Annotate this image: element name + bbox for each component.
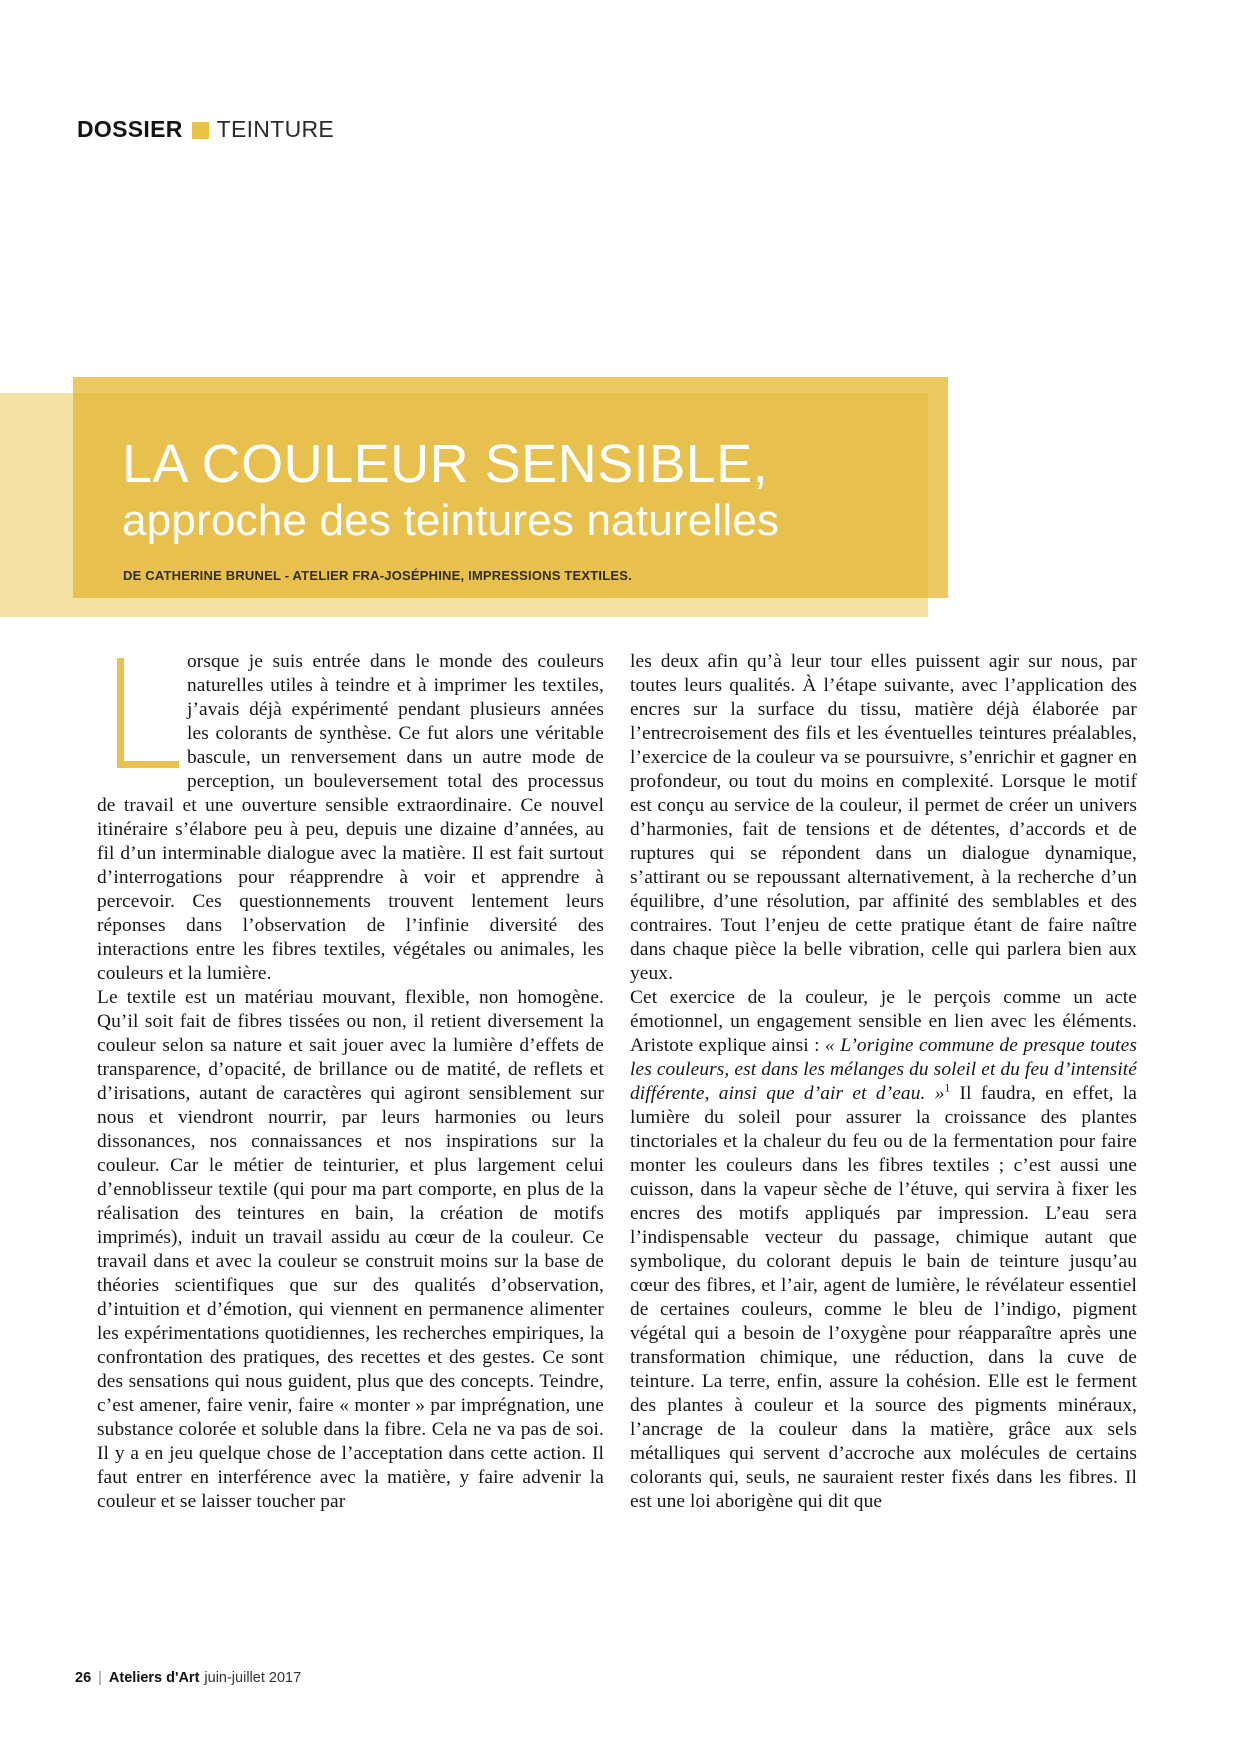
page-number: 26 (75, 1670, 92, 1686)
kicker-section-label: DOSSIER (77, 116, 183, 142)
footer-separator: | (98, 1670, 102, 1686)
kicker (77, 116, 334, 143)
issue-date: juin-juillet 2017 (204, 1670, 302, 1686)
article-byline: DE CATHERINE BRUNEL - ATELIER FRA-JOSÉPHINE, IMPRESSIONS TEXTILES. (123, 568, 632, 583)
paragraph-3: Cet exercice de la couleur, je le perçois comme un acte émotionnel, un engagement sensible en lien avec les éléments. Aristote explique ainsi : « L’origine commune de presque toutes les couleurs, est dans les mélanges du soleil et du feu d’intensité différente, ainsi que d’air et d’eau. »$^1$ Il faudra, en effet, la lumière du soleil pour assurer la croissance des plantes tinctoriales et la chaleur du feu ou de la fermentation pour faire monter les couleurs dans les fibres textiles ; c’est aussi une cuisson, dans la vapeur sèche de l’étuve, qui servira à fixer les encres des motifs appliqués par impression. L’eau sera l’indispensable vecteur du passage, chimique autant que symbolique, du colorant depuis le bain de teinture jusqu’au cœur des fibres, et l’air, agent de lumière, le révélateur essentiel de certaines couleurs, comme le bleu de l’indigo, pigment végétal qui a besoin de l’oxygène pour réapparaître après une transformation chimique, une réduction, dans la cuve de teinture. La terre, enfin, assure la cohésion. Elle est le ferment des plantes à couleur et la source des pigments minéraux, l’ancrage de la couleur dans la matière, grâce aux sels métalliques qui servent d’accroche aux molécules de certains colorants qui, seuls, ne sauraient rester fixés dans les fibres. Il est une loi aborigène qui dit que (630, 987, 1137, 1512)
magazine-name: Ateliers d'Art (108, 1670, 200, 1686)
paragraph-1: orsque je suis entrée dans le monde des couleurs naturelles utiles à teindre et à imprimer les textiles, j’avais déjà expérimenté pendant plusieurs années les colorants de synthèse. Ce fut alors une véritable bascule, un renversement dans un autre mode de perception, un bouleversement total des processus de travail et une ouverture sensible extraordinaire. Ce nouvel itinéraire s’élabore peu à peu, depuis une dizaine d’années, au fil d’un interminable dialogue avec la matière. Il est fait surtout d’interrogations pour réapprendre à voir et apprendre à percevoir. Ces questionnements trouvent lentement leurs réponses dans l’observation de l’infinie diversité des interactions entre les fibres textiles, végétales ou animales, les couleurs et la lumière. (97, 651, 604, 984)
article-title-line2: approche des teintures naturelles (122, 496, 780, 545)
body-column-right (630, 650, 1137, 1642)
kicker-topic-label: TEINTURE (216, 116, 335, 142)
paragraph-2: Le textile est un matériau mouvant, flexible, non homogène. Qu’il soit fait de fibres tissées ou non, il retient diversement la couleur selon sa nature et sait jouer avec la lumière d’effets de transparence, d’opacité, de brillance ou de matité, de reflets et d’irisations, autant de caractères qui agiront sensiblement sur nous et viendront nourrir, par leurs harmonies ou leurs dissonances, nos connaissances et nos inspirations sur la couleur. Car le métier de teinturier, et plus largement celui d’ennoblisseur textile (qui pour ma part comporte, en plus de la réalisation des teintures en bain, la création de motifs imprimés), induit un travail assidu au cœur de la couleur. Ce travail dans et avec la couleur se construit moins sur la base de théories scientifiques que sur des qualités d’observation, d’intuition et d’émotion, qui viennent en permanence alimenter les expérimentations quotidiennes, les recherches empiriques, la confrontation des pratiques, des recettes et des gestes. Ce sont des sensations qui nous guident, plus que des concepts. Teindre, c’est amener, faire venir, faire « monter » par imprégnation, une substance colorée et soluble dans la fibre. Cela ne va pas de soi. Il y a en jeu quelque chose de l’acceptation dans cette action. Il faut entrer en interférence avec la matière, y faire advenir la couleur et se laisser toucher par (97, 987, 604, 1512)
drop-cap-foot (117, 761, 179, 768)
paragraph-2-continued: les deux afin qu’à leur tour elles puissent agir sur nous, par toutes leurs qualités. À l’étape suivante, avec l’application des encres sur la surface du tissu, matière déjà élaborée par l’entrecroisement des fils et les éventuelles teintures préalables, l’exercice de la couleur va se poursuivre, s’enrichir et gagner en profondeur, ou tout du moins en complexité. Lorsque le motif est conçu au service de la couleur, il permet de créer un univers d’harmonies, fait de tensions et de détentes, d’accords et de ruptures qui se répondent dans un dialogue dynamique, s’attirant ou se repoussant alternativement, à la recherche d’un équilibre, d’une résolution, par affinité des semblables et des contraires. Tout l’enjeu de cette pratique étant de faire naître dans chaque pièce la belle vibration, celle qui parlera bien aux yeux. (630, 651, 1137, 984)
drop-cap-letter-L (97, 650, 187, 771)
body-column-left (97, 650, 604, 1642)
drop-cap-stem (117, 658, 124, 768)
page-footer (75, 1671, 301, 1686)
article-title-line1: LA COULEUR SENSIBLE, (122, 434, 769, 494)
kicker-divider-square-icon (192, 122, 209, 139)
